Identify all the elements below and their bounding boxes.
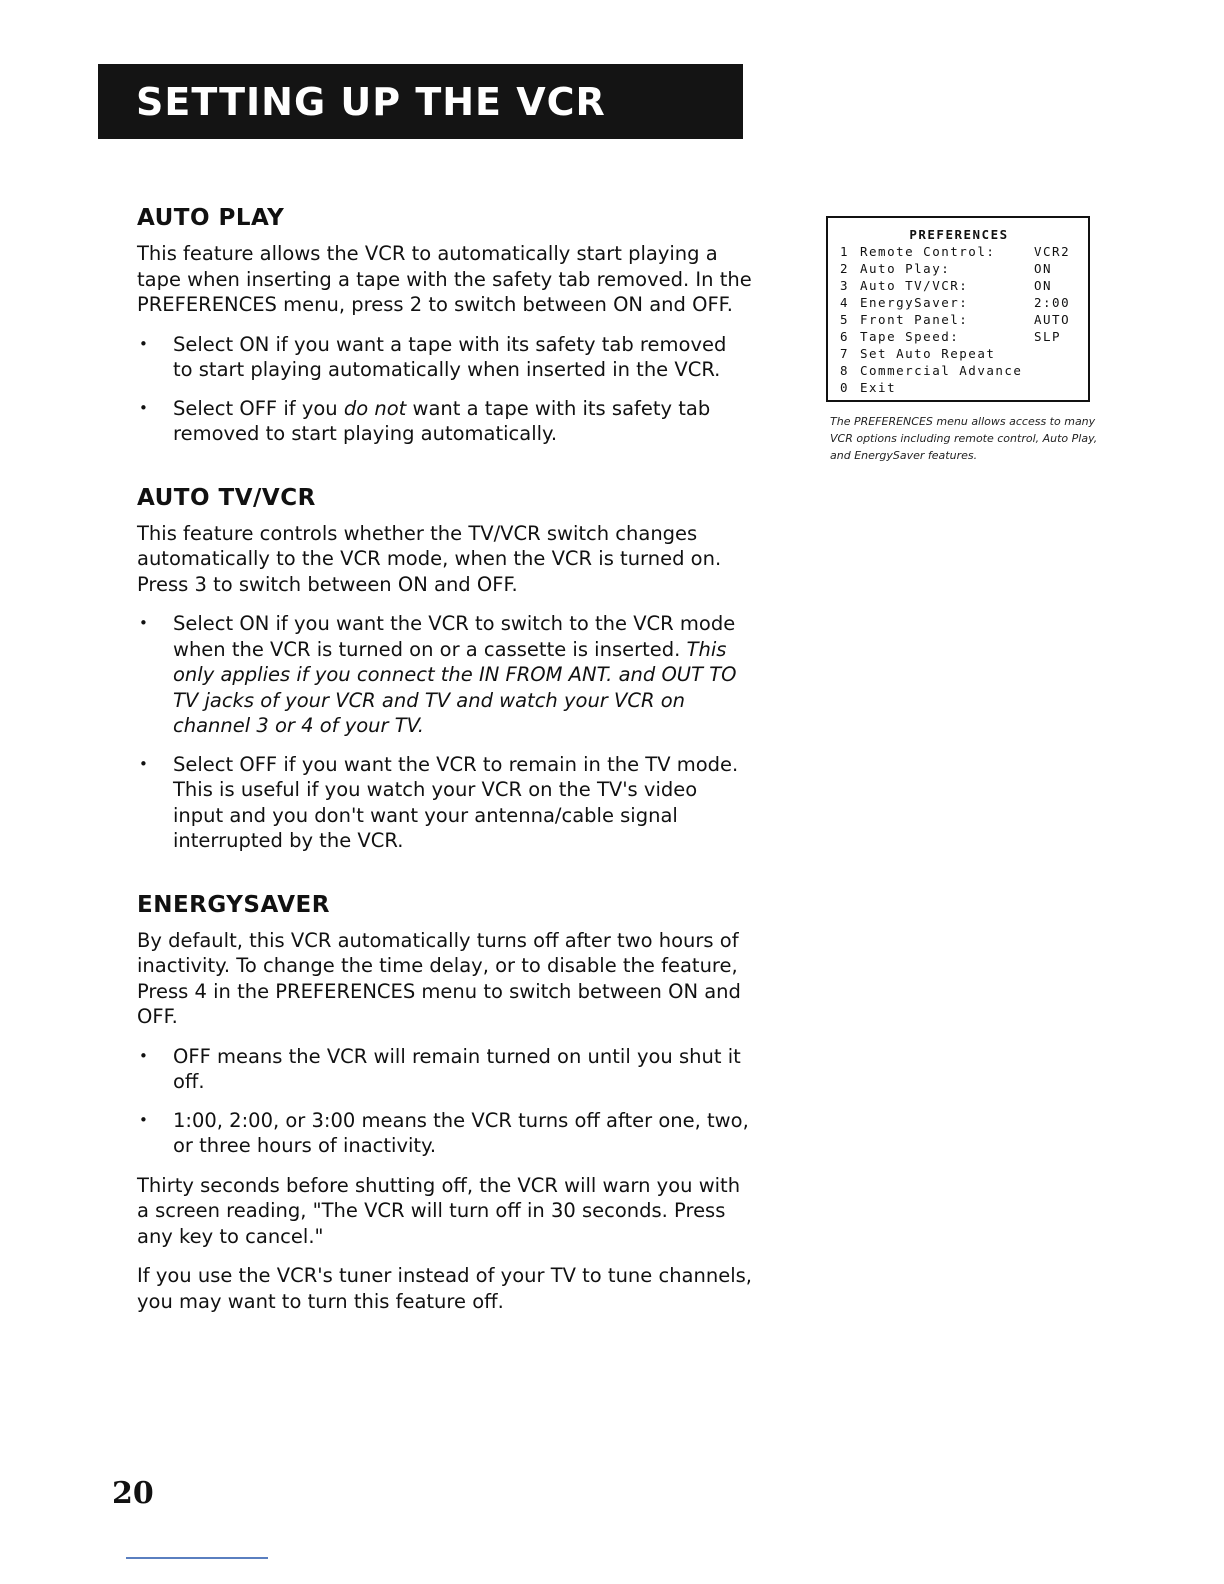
bullet-text: Select ON if you want the VCR to switch to the VCR mode when the VCR is turned on or a cassette is inserted. (173, 612, 736, 661)
menu-item-label: Remote Control: (860, 244, 996, 259)
menu-item-label: Commercial Advance (860, 363, 1023, 378)
menu-item-number: 5 (840, 312, 850, 327)
bullet-emphasis: This only applies if you connect the IN FROM ANT. and OUT TO TV jacks of your VCR and TV and watch your VCR on channel 3 or 4 of your TV. (173, 637, 737, 737)
menu-item-number: 0 (840, 380, 850, 395)
auto-tvvcr-intro: This feature controls whether the TV/VCR switch changes automatically to the VCR mode, when the VCR is turned on. Press 3 to switch between ON and OFF. (137, 521, 722, 596)
list-item: • Select OFF if you want the VCR to remain in the TV mode. This is useful if you watch your VCR on the TV's video input and you don't want your antenna/cable signal interrupted by the VCR. (137, 752, 752, 854)
auto-play-bullets (137, 332, 752, 447)
energysaver-bullets (137, 1044, 752, 1159)
auto-tvvcr-heading: AUTO TV/VCR (137, 484, 316, 511)
menu-item-number: 7 (840, 346, 850, 361)
menu-item-value (1034, 345, 1078, 362)
list-item (137, 611, 752, 739)
list-item: • OFF means the VCR will remain turned on until you shut it off. (137, 1044, 752, 1095)
menu-row (840, 328, 1078, 345)
menu-item-value: AUTO (1034, 312, 1071, 327)
auto-play-intro: This feature allows the VCR to automatically start playing a tape when inserting a tape with the safety tab removed. In the PREFERENCES menu, press 2 to switch between ON and OFF. (137, 242, 752, 316)
auto-play-section (137, 205, 752, 447)
energysaver-heading: ENERGYSAVER (137, 891, 330, 918)
footer-divider (126, 1557, 268, 1559)
menu-item-number: 8 (840, 363, 850, 378)
menu-item-value (1034, 362, 1078, 379)
menu-item-label: Tape Speed: (860, 329, 960, 344)
menu-row (840, 294, 1078, 311)
menu-item-label: Auto TV/VCR: (860, 278, 969, 293)
menu-row (840, 362, 1078, 379)
energysaver-tuner-paragraph: If you use the VCR's tuner instead of your TV to tune channels, you may want to turn this feature off. (137, 1264, 753, 1313)
menu-row (840, 243, 1078, 260)
list-item (137, 396, 752, 447)
menu-item-number: 1 (840, 244, 850, 259)
preferences-menu-illustration (826, 216, 1090, 402)
auto-tvvcr-section (137, 485, 752, 854)
menu-item-label: EnergySaver: (860, 295, 969, 310)
energysaver-section (137, 892, 752, 1315)
main-content (137, 205, 752, 1352)
banner-title: SETTING UP THE VCR (136, 79, 606, 124)
menu-item-label: Front Panel: (860, 312, 969, 327)
energysaver-intro: By default, this VCR automatically turns off after two hours of inactivity. To change the time delay, or to disable the feature, Press 4 in the PREFERENCES menu to switch between ON and OFF. (137, 928, 741, 1028)
list-item: • Select ON if you want a tape with its safety tab removed to start playing automatically when inserted in the VCR. (137, 332, 752, 383)
menu-caption: The PREFERENCES menu allows access to many VCR options including remote control, Auto Play, and EnergySaver features. (830, 415, 1098, 462)
menu-item-value: VCR2 (1034, 244, 1071, 259)
menu-title: PREFERENCES (909, 227, 1009, 242)
menu-item-label: Auto Play: (860, 261, 951, 276)
menu-item-label: Exit (860, 380, 897, 395)
menu-row (840, 345, 1078, 362)
menu-row (840, 311, 1078, 328)
menu-item-value: SLP (1034, 329, 1062, 344)
menu-item-value: ON (1034, 278, 1053, 293)
menu-item-value: 2:00 (1034, 295, 1071, 310)
menu-row (840, 260, 1078, 277)
menu-item-value: ON (1034, 261, 1053, 276)
auto-play-heading: AUTO PLAY (137, 205, 285, 231)
menu-row (840, 379, 1078, 396)
list-item: • 1:00, 2:00, or 3:00 means the VCR turns off after one, two, or three hours of inactivity. (137, 1108, 752, 1159)
bullet-emphasis: do not (343, 396, 407, 420)
bullet-text: Select OFF if you (173, 396, 344, 420)
menu-item-number: 6 (840, 329, 850, 344)
energysaver-warning-paragraph: Thirty seconds before shutting off, the VCR will warn you with a screen reading, "The VCR will turn off in 30 seconds. Press any key to cancel." (137, 1173, 741, 1248)
auto-tvvcr-bullets (137, 611, 752, 854)
menu-item-number: 4 (840, 295, 850, 310)
menu-item-number: 3 (840, 278, 850, 293)
menu-item-label: Set Auto Repeat (860, 346, 996, 361)
section-banner (98, 64, 743, 139)
menu-row (840, 277, 1078, 294)
page-number: 20 (112, 1476, 154, 1511)
bullet-text: want a tape with its safety tab removed to start playing automatically. (173, 396, 711, 445)
menu-item-number: 2 (840, 261, 850, 276)
menu-item-value (1034, 379, 1078, 396)
